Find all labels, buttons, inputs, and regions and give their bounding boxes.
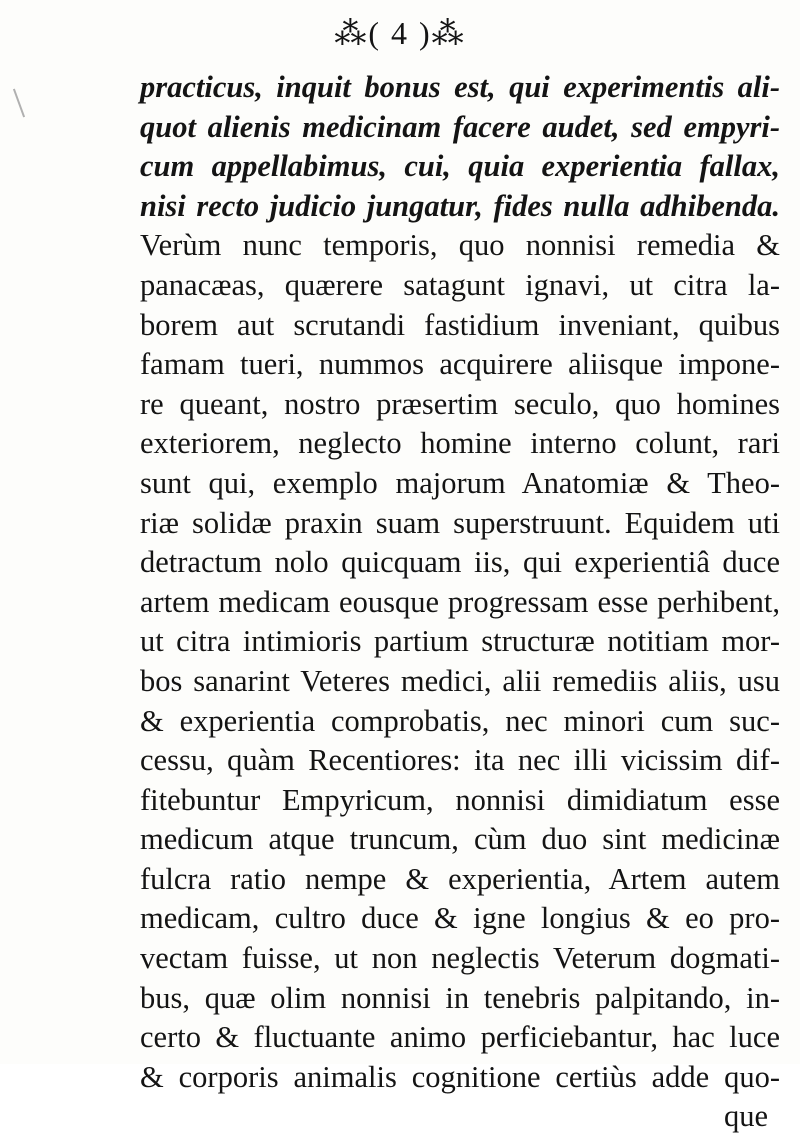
text-line: famam tueri, nummos acquirere aliisque impone- [140, 347, 780, 382]
text-line: riæ solidæ praxin suam superstruunt. Equidem uti [140, 505, 780, 540]
text-line: que [723, 1099, 768, 1134]
page-header [0, 14, 800, 52]
text-line: medicam, cultro duce & igne longius & eo pro- [140, 901, 780, 936]
text-line: cum appellabimus, cui, quia experientia fallax, [140, 149, 780, 184]
text-line: ut citra intimioris partium structuræ notitiam mor- [140, 624, 780, 659]
text-line: sunt qui, exemplo majorum Anatomiæ & Theo- [140, 465, 780, 500]
text-line: bos sanarint Veteres medici, alii remediis aliis, usu [140, 663, 780, 698]
text-line: bus, quæ olim nonnisi in tenebris palpitando, in- [140, 980, 780, 1015]
text-line: practicus, inquit bonus est, qui experimentis ali- [140, 70, 780, 104]
text-line: borem aut scrutandi fastidium inveniant, quibus [140, 307, 780, 342]
page-number-marker: ⁂( 4 )⁂ [334, 15, 466, 51]
text-line: vectam fuisse, ut non neglectis Veterum dogmati- [140, 941, 780, 976]
text-line: & corporis animalis cognitione certiùs adde quo- [140, 1059, 780, 1094]
text-line: detractum nolo quicquam iis, qui experientiâ duce [140, 545, 780, 580]
text-line: nisi recto judicio jungatur, fides nulla adhibenda. [140, 188, 780, 223]
text-line: cessu, quàm Recentiores: ita nec illi vicissim dif- [140, 743, 780, 778]
text-line: & experientia comprobatis, nec minori cum suc- [140, 703, 780, 738]
text-line: certo & fluctuante animo perficiebantur, hac luce [140, 1020, 780, 1055]
text-line: exteriorem, neglecto homine interno colunt, rari [140, 426, 780, 461]
text-line: quot alienis medicinam facere audet, sed empyri- [140, 109, 780, 144]
margin-stain [13, 89, 25, 118]
body-text [140, 68, 780, 1137]
text-line: fulcra ratio nempe & experientia, Artem autem [140, 861, 780, 896]
text-line: fitebuntur Empyricum, nonnisi dimidiatum esse [140, 782, 780, 817]
text-line: artem medicam eousque progressam esse perhibent, [140, 584, 780, 619]
text-line: panacæas, quærere satagunt ignavi, ut citra la- [140, 267, 780, 302]
text-line: re queant, nostro præsertim seculo, quo homines [140, 386, 780, 421]
text-line: medicum atque truncum, cùm duo sint medicinæ [140, 822, 780, 857]
text-line: Verùm nunc temporis, quo nonnisi remedia & [140, 228, 780, 263]
